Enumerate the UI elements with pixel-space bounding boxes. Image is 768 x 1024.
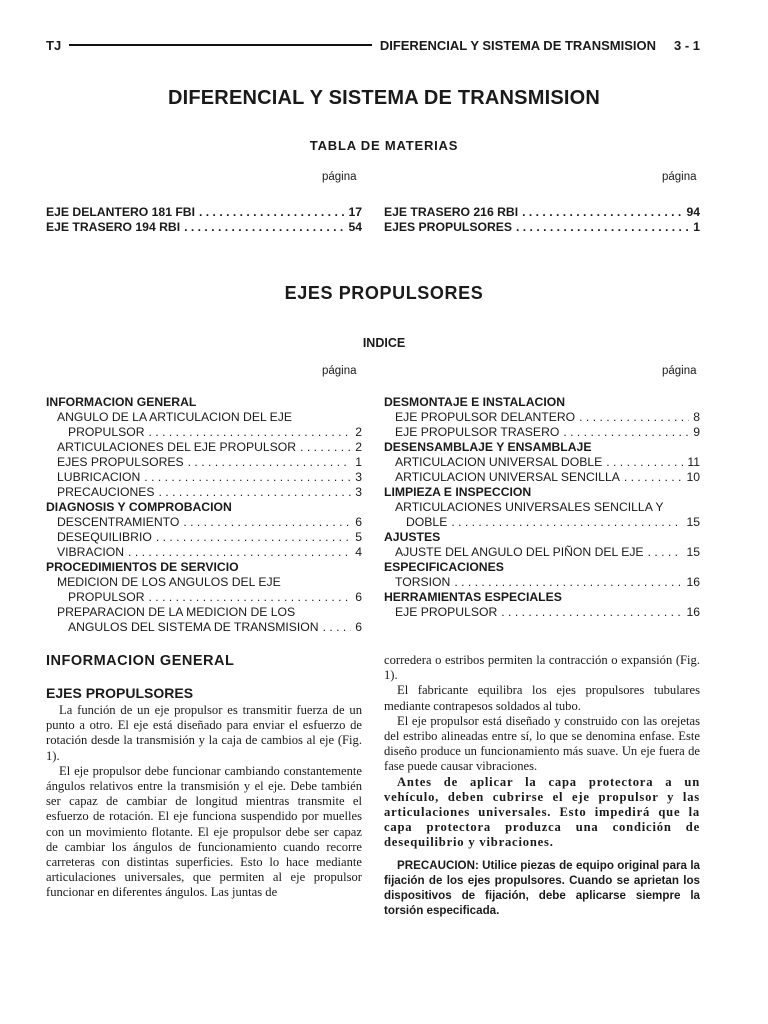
index-entry[interactable] (384, 605, 700, 620)
index-entry-label: AJUSTE DEL ANGULO DEL PIÑON DEL EJE (395, 545, 644, 559)
index-entry[interactable] (46, 440, 362, 455)
toc-entry-label: EJE DELANTERO 181 FBI (46, 205, 195, 219)
index-leader (648, 545, 683, 560)
index-group-heading: DIAGNOSIS Y COMPROBACION (46, 500, 232, 514)
header-page-number: 3 - 1 (673, 37, 700, 53)
toc-entry-label: EJE TRASERO 194 RBI (46, 220, 181, 234)
toc-entry[interactable] (384, 220, 700, 235)
index-entry-page: 15 (686, 545, 700, 559)
page-header (46, 36, 700, 54)
index-group-heading: AJUSTES (384, 530, 441, 544)
index-leader (501, 605, 682, 620)
index-right-column (384, 395, 700, 620)
index-leader (144, 470, 351, 485)
index-group-heading: HERRAMIENTAS ESPECIALES (384, 590, 562, 604)
body-paragraph: El eje propulsor debe funcionar cambiando constantemente ángulos relativos entre la transmisión y el eje. Debe también ser capaz de cambiar de longitud mientras transmite el esfuerzo de rotación. El eje funciona suspendido por muelles con un movimiento flotante. El eje propulsor debe ser capaz de cambiar los ángulos de funcionamiento cuando recorre carreteras con distintas superficies. Esto lo hace mediante articulaciones universales, que permiten al eje propulsor funcionar en diferentes ángulos. Las juntas de (46, 763, 362, 900)
toc-pagina-label-right: página (662, 171, 697, 183)
index-entry[interactable] (46, 620, 362, 635)
index-entry[interactable] (384, 425, 700, 440)
index-entry[interactable] (384, 545, 700, 560)
toc-entry-page: 54 (348, 220, 362, 234)
toc-entry-page: 94 (686, 205, 700, 219)
index-leader (323, 620, 352, 635)
body-heading-ejes-propulsores: EJES PROPULSORES (46, 685, 194, 701)
body-left-column (46, 703, 362, 901)
index-entry-page: 11 (687, 455, 700, 469)
index-left-column (46, 395, 362, 635)
index-entry-label: EJE PROPULSOR (395, 605, 498, 619)
index-entry-label: PROPULSOR (68, 425, 145, 439)
header-left-label: TJ (46, 37, 62, 53)
index-entry-label: VIBRACION (57, 545, 125, 559)
index-entry[interactable] (384, 515, 700, 530)
index-leader (579, 410, 689, 425)
index-leader (606, 455, 683, 470)
index-entry-page: 6 (355, 515, 362, 529)
index-entry-page: 10 (686, 470, 700, 484)
index-entry-label: TORSION (395, 575, 451, 589)
index-entry-label: DESCENTRAMIENTO (57, 515, 180, 529)
index-entry-page: 5 (355, 530, 362, 544)
index-entry-label: PROPULSOR (68, 590, 145, 604)
index-entry[interactable] (46, 515, 362, 530)
index-entry-label: EJES PROPULSORES (57, 455, 184, 469)
toc-leader (199, 205, 344, 220)
index-entry-line: ARTICULACIONES UNIVERSALES SENCILLA Y (395, 500, 664, 514)
index-leader (300, 440, 351, 455)
index-entry[interactable] (384, 455, 700, 470)
index-entry-label: PRECAUCIONES (57, 485, 155, 499)
index-group-heading: DESMONTAJE E INSTALACION (384, 395, 566, 409)
index-group-heading: PROCEDIMIENTOS DE SERVICIO (46, 560, 239, 574)
toc-entry[interactable] (46, 220, 362, 235)
toc-left-column (46, 205, 362, 235)
body-paragraph: corredera o estribos permiten la contracción o expansión (Fig. 1). (384, 653, 700, 683)
index-entry-line: MEDICION DE LOS ANGULOS DEL EJE (57, 575, 281, 589)
body-paragraph: El eje propulsor está diseñado y construido con las orejetas del estribo alineadas entre sí, lo que se denomina enfase. Este diseño produce un funcionamiento más suave. Un eje fuera de fase puede causar vibraciones. (384, 713, 700, 774)
index-entry-label: ARTICULACION UNIVERSAL DOBLE (395, 455, 603, 469)
index-leader (454, 575, 682, 590)
body-paragraph-bold-note: Antes de aplicar la capa protectora a un vehículo, deben cubrirse el eje propulsor y las articulaciones universales. Esto impedirá que la capa protectora produzca una condición de desequilibrio y vibraciones. (384, 774, 700, 850)
index-leader (149, 425, 352, 440)
index-entry-label: EJE PROPULSOR TRASERO (395, 425, 560, 439)
index-entry-label: DESEQUILIBRIO (57, 530, 152, 544)
body-heading-informacion-general: INFORMACION GENERAL (46, 653, 235, 669)
toc-entry[interactable] (46, 205, 362, 220)
index-entry-label: EJE PROPULSOR DELANTERO (395, 410, 576, 424)
index-leader (128, 545, 351, 560)
index-entry[interactable] (46, 545, 362, 560)
caution-note: PRECAUCION: Utilice piezas de equipo original para la fijación de los ejes propulsores. Cuando se aprietan los dispositivos de fijación, debe aplicarse siempre la torsión especificada. (384, 858, 700, 918)
body-paragraph: La función de un eje propulsor es transmitir fuerza de un punto a otro. El eje está diseñado para enviar el esfuerzo de rotación desde la transmisión y la caja de cambios al eje (Fig. 1). (46, 703, 362, 763)
index-leader (563, 425, 689, 440)
index-pagina-label-right: página (662, 365, 697, 377)
toc-entry-label: EJE TRASERO 216 RBI (384, 205, 519, 219)
index-entry-page: 15 (686, 515, 700, 529)
index-entry-page: 3 (355, 470, 362, 484)
index-entry[interactable] (46, 485, 362, 500)
index-entry-label: LUBRICACION (57, 470, 141, 484)
index-entry-label: ARTICULACIONES DEL EJE PROPULSOR (57, 440, 297, 454)
index-entry[interactable] (384, 470, 700, 485)
index-group-heading: INFORMACION GENERAL (46, 395, 197, 409)
toc-entry[interactable] (384, 205, 700, 220)
index-entry[interactable] (384, 575, 700, 590)
index-group-heading: ESPECIFICACIONES (384, 560, 504, 574)
index-entry-page: 2 (355, 440, 362, 454)
index-pagina-label-left: página (322, 365, 357, 377)
body-right-column (384, 653, 700, 918)
index-leader (451, 515, 682, 530)
index-entry[interactable] (46, 455, 362, 470)
index-entry-page: 9 (693, 425, 700, 439)
index-leader (188, 455, 352, 470)
index-entry[interactable] (384, 410, 700, 425)
index-leader (156, 530, 351, 545)
index-leader (149, 590, 352, 605)
toc-entry-label: EJES PROPULSORES (384, 220, 513, 234)
header-rule (69, 44, 372, 46)
toc-leader (522, 205, 682, 220)
index-entry-page: 3 (355, 485, 362, 499)
index-group-heading: LIMPIEZA E INSPECCION (384, 485, 532, 499)
index-group-heading: DESENSAMBLAJE Y ENSAMBLAJE (384, 440, 592, 454)
index-entry[interactable] (46, 590, 362, 605)
index-entry-page: 16 (686, 605, 700, 619)
index-entry[interactable] (46, 425, 362, 440)
toc-heading: TABLA DE MATERIAS (309, 138, 459, 153)
index-leader (183, 515, 351, 530)
page-title: DIFERENCIAL Y SISTEMA DE TRANSMISION (167, 87, 601, 109)
index-entry[interactable] (46, 470, 362, 485)
index-entry-page: 6 (355, 590, 362, 604)
toc-leader (516, 220, 689, 235)
index-entry-line: PREPARACION DE LA MEDICION DE LOS (57, 605, 296, 619)
index-entry-label: ANGULOS DEL SISTEMA DE TRANSMISION (68, 620, 319, 634)
index-entry-line: ANGULO DE LA ARTICULACION DEL EJE (57, 410, 293, 424)
index-entry-page: 4 (355, 545, 362, 559)
index-entry-page: 1 (355, 455, 362, 469)
toc-entry-page: 17 (348, 205, 362, 219)
index-entry-page: 6 (355, 620, 362, 634)
toc-pagina-label-left: página (322, 171, 357, 183)
index-entry-page: 2 (355, 425, 362, 439)
toc-right-column (384, 205, 700, 235)
toc-leader (184, 220, 344, 235)
body-paragraph: El fabricante equilibra los ejes propulsores tubulares mediante contrapesos soldados al tubo. (384, 683, 700, 713)
index-leader (159, 485, 352, 500)
index-entry[interactable] (46, 530, 362, 545)
section-title: EJES PROPULSORES (284, 283, 484, 303)
index-entry-label: ARTICULACION UNIVERSAL SENCILLA (395, 470, 620, 484)
index-heading: INDICE (362, 336, 406, 350)
index-leader (624, 470, 683, 485)
toc-entry-page: 1 (693, 220, 700, 234)
index-entry-label: DOBLE (406, 515, 448, 529)
index-entry-page: 16 (686, 575, 700, 589)
header-title: DIFERENCIAL Y SISTEMA DE TRANSMISION (379, 37, 656, 53)
index-entry-page: 8 (693, 410, 700, 424)
